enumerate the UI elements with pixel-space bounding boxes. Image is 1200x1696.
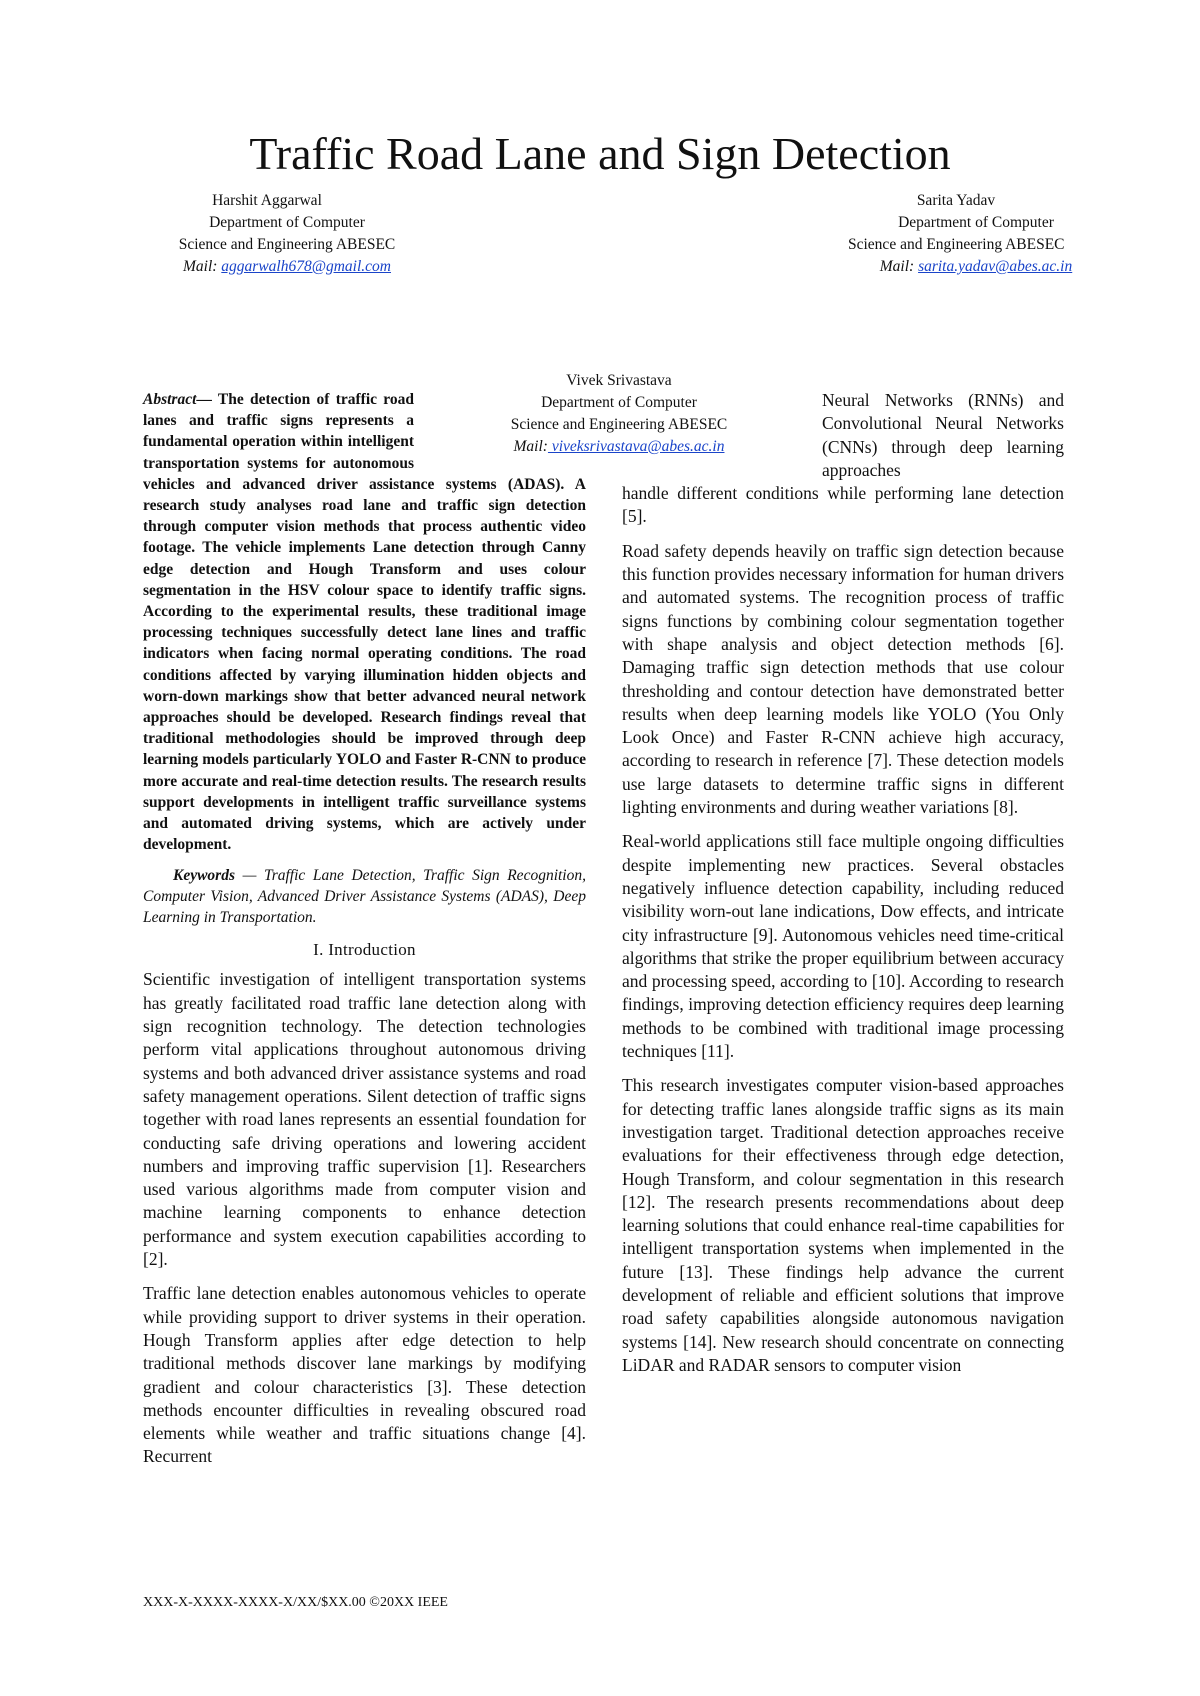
paper-title: Traffic Road Lane and Sign Detection [249,128,951,179]
author-dept: Department of Computer [209,214,365,231]
author-email-link[interactable]: viveksrivastava@abes.ac.in [547,438,725,455]
intro-body [143,968,586,1468]
keywords-label: Keywords [173,867,235,885]
mail-label: Mail: [513,438,548,455]
author-name: Sarita Yadav [916,192,996,209]
body-paragraph: handle different conditions while performing lane detection [5]. [622,483,1064,527]
abstract: Abstract— The detection of traffic road lanes and traffic signs represents a fundamental operation within intelligent transportation systems for autonomous vehicles and advanced driver assistance systems (ADAS). A research study analyses road lane and traffic sign detection through computer vision methods that process authentic video footage. The vehicle implements Lane detection through Canny edge detection and Hough Transform and uses colour segmentation in the HSV colour space to identify traffic signs. According to the experimental results, these traditional image processing techniques successfully detect lane lines and traffic indicators when facing normal operating conditions. The road conditions affected by varying illumination hidden objects and worn-down markings show that better advanced neural network approaches should be developed. Research findings reveal that traditional methodologies should be improved through deep learning models particularly YOLO and Faster R-CNN to produce more accurate and real-time detection results. The research results support developments in intelligent traffic surveillance systems and automated driving systems, which are actively under development. [143,391,586,854]
keywords: Keywords — Traffic Lane Detection, Traffic Sign Recognition, Computer Vision, Advanced Driver Assistance Systems (ADAS), Deep Learning in Transportation. [143,867,586,927]
section-heading: I. Introduction [313,940,416,960]
author-affiliation: Science and Engineering ABESEC [178,236,396,253]
right-column [622,389,1064,1388]
abstract-text: The detection of traffic road lanes and traffic signs represents a fundamental operation within intelligent transportation systems for autonomous vehicles and advanced driver assistance systems (ADAS). A research study analyses road lane and traffic sign detection through computer vision methods that process authentic video footage. The vehicle implements Lane detection through Canny edge detection and Hough Transform and uses colour segmentation in the HSV colour space to identify traffic signs. According to the experimental results, these traditional image processing techniques successfully detect lane lines and traffic indicators when facing normal operating conditions. The road conditions affected by varying illumination hidden objects and worn-down markings show that better advanced neural network approaches should be developed. Research findings reveal that traditional methodologies should be improved through deep learning models particularly YOLO and Faster R-CNN to produce more accurate and real-time detection results. The research results support developments in intelligent traffic surveillance systems and automated driving systems, which are actively under development. [143,391,586,854]
author-block-1 [144,190,430,278]
body-paragraph: Traffic lane detection enables autonomous vehicles to operate while providing support to driver systems in their operation. Hough Transform applies after edge detection to help traditional methods discover lane markings by modifying gradient and colour characteristics [3]. These detection methods encounter difficulties in revealing obscured road elements while weather and traffic situations change [4]. Recurrent [143,1283,586,1467]
keywords-text: Traffic Lane Detection, Traffic Sign Recognition, Computer Vision, Advanced Driver Assistance Systems (ADAS), Deep Learning in Transportation. [143,867,586,927]
right-column-top [622,389,1064,482]
author-dept: Department of Computer [541,394,697,411]
body-paragraph: This research investigates computer vision-based approaches for detecting traffic lanes alongside traffic signs as its main investigation target. Traditional detection approaches receive evaluations for their effectiveness through edge detection, Hough Transform, and colour segmentation in this research [12]. The research presents recommendations about deep learning solutions that could enhance real-time capabilities for intelligent transportation systems when implemented in the future [13]. These findings help advance the current development of reliable and efficient solutions that improve road safety capabilities alongside autonomous navigation systems [14]. New research should concentrate on connecting LiDAR and RADAR sensors to computer vision [622,1075,1064,1375]
copyright-footer: XXX-X-XXXX-XXXX-X/XX/$XX.00 ©20XX IEEE [143,1595,448,1610]
author-mail-line [144,256,430,278]
mail-label: Mail: [182,258,218,275]
abstract-float-spacer [414,389,586,473]
author-name: Vivek Srivastava [566,372,672,389]
right-intro-block [822,389,1064,482]
author-affiliation: Science and Engineering ABESEC [848,236,1065,253]
author-mail-line [848,256,1104,278]
right-intro-text: Neural Networks (RNNs) and Convolutional Neural Networks (CNNs) through deep learning approaches [822,390,1064,480]
body-paragraph: Road safety depends heavily on traffic sign detection because this function provides necessary information for human drivers and automated systems. The recognition process of traffic signs functions by combining colour segmentation together with shape analysis and object detection methods [6]. Damaging traffic sign detection methods that use colour thresholding and contour detection have demonstrated better results when deep learning models like YOLO (You Only Look Once) and Faster R-CNN achieve high accuracy, according to research in reference [7]. These detection models use large datasets to determine traffic signs in different lighting environments and during weather variations [8]. [622,540,1064,818]
abstract-label: Abstract [143,391,197,408]
body-paragraph: Real-world applications still face multiple ongoing difficulties despite implementing new practices. Several obstacles negatively influence detection capability, including reduced visibility worn-out lane indications, Dow effects, and intricate city infrastructure [9]. Autonomous vehicles need time-critical algorithms that strike the proper equilibrium between accuracy and processing speed, according to [10]. According to research findings, improving detection efficiency requires deep learning methods to be combined with traditional image processing techniques [11]. [622,831,1064,1062]
author-email-link[interactable]: sarita.yadav@abes.ac.in [918,258,1073,275]
author-affiliation: Science and Engineering ABESEC [510,416,728,433]
author-name: Harshit Aggarwal [212,192,322,209]
mail-label: Mail: [879,258,915,275]
author-dept: Department of Computer [898,214,1054,231]
left-column [143,389,586,1480]
author-email-link[interactable]: aggarwalh678@gmail.com [221,258,391,275]
body-paragraph: Scientific investigation of intelligent transportation systems has greatly facilitated road traffic lane detection along with sign recognition technology. The detection technologies perform vital applications throughout autonomous driving systems and both advanced driver assistance systems and road safety management operations. Silent detection of traffic signs together with road lanes represents an essential foundation for conducting safe driving operations and lowering accident numbers and improving traffic supervision [1]. Researchers used various algorithms made from computer vision and machine learning components to enhance detection performance and system execution capabilities according to [2]. [143,969,586,1270]
author-block-2 [848,190,1104,278]
